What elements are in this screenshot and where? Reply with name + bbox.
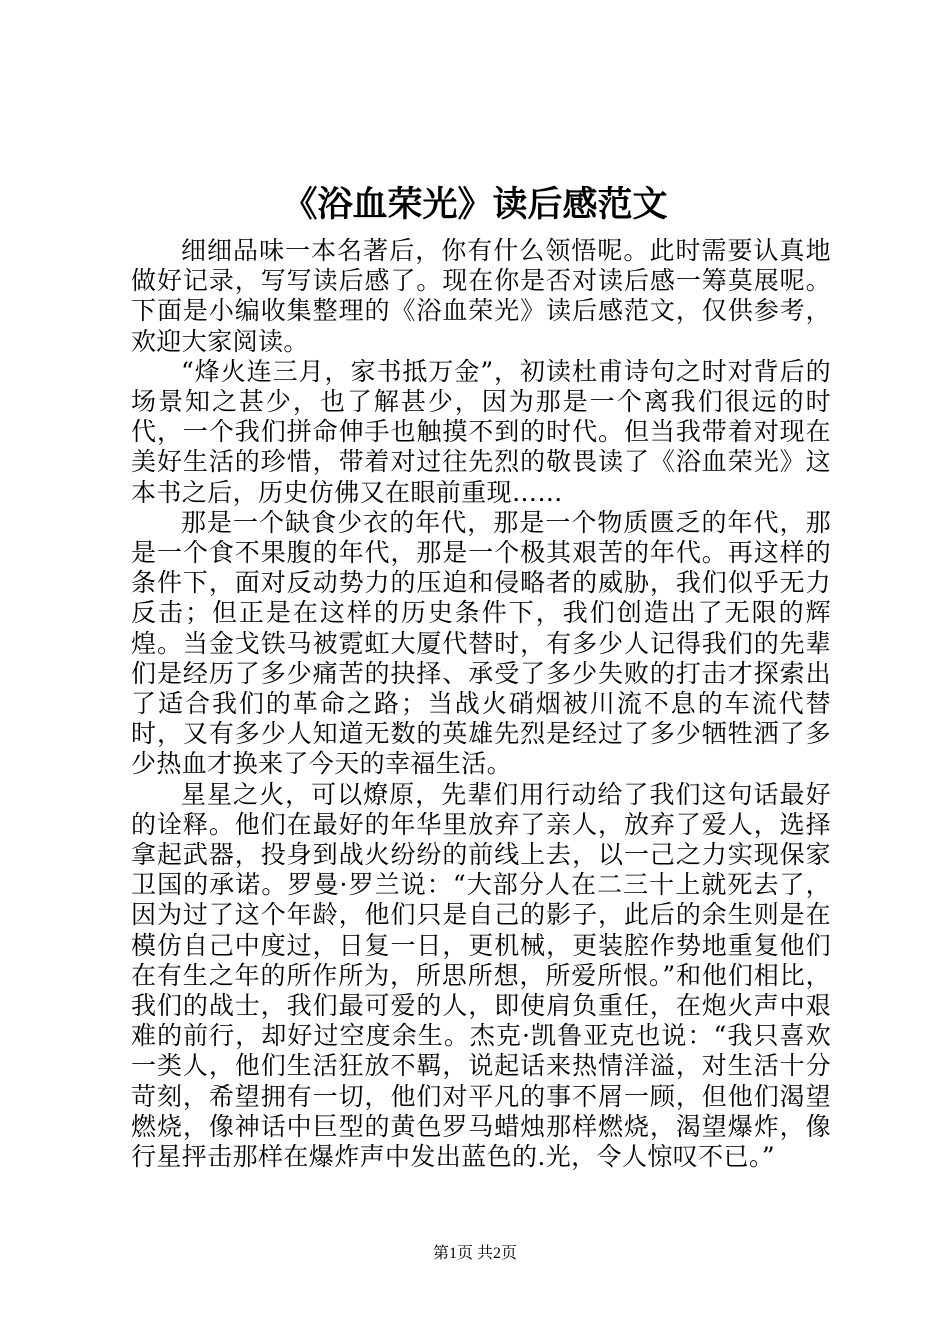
paragraph-hard-era: 那是一个缺食少衣的年代，那是一个物质匮乏的年代，那是一个食不果腹的年代，那是一个极其艰苦的年代。再这样的条件下，面对反动势力的压迫和侵略者的威胁，我们似乎无力反击；但正是在这样的历史条件下，我们创造出了无限的辉煌。当金戈铁马被霓虹大厦代替时，有多少人记得我们的先辈们是经历了多少痛苦的抉择、承受了多少失败的打击才探索出了适合我们的革命之路；当战火硝烟被川流不息的车流代替时，又有多少人知道无数的英雄先烈是经过了多少牺牲洒了多少热血才换来了今天的幸福生活。 xyxy=(131,507,831,779)
document-title: 《浴血荣光》读后感范文 xyxy=(282,184,668,225)
document-body xyxy=(131,236,831,1172)
page-footer: 第1页 共2页 xyxy=(432,1245,517,1262)
paragraph-poem-quote: “烽火连三月，家书抵万金”，初读杜甫诗句之时对背后的场景知之甚少，也了解甚少，因为那是一个离我们很远的时代，一个我们拼命伸手也触摸不到的时代。但当我带着对现在美好生活的珍惜，带着对过往先烈的敬畏读了《浴血荣光》这本书之后，历史仿佛又在眼前重现…… xyxy=(131,356,831,507)
paragraph-spark: 星星之火，可以燎原，先辈们用行动给了我们这句话最好的诠释。他们在最好的年华里放弃了亲人，放弃了爱人，选择拿起武器，投身到战火纷纷的前线上去，以一己之力实现保家卫国的承诺。罗曼·罗兰说：“大部分人在二三十上就死去了，因为过了这个年龄，他们只是自己的影子，此后的余生则是在模仿自己中度过，日复一日，更机械，更装腔作势地重复他们在有生之年的所作所为，所思所想，所爱所恨。”和他们相比，我们的战士，我们最可爱的人，即使肩负重任，在炮火声中艰难的前行，却好过空度余生。杰克·凯鲁亚克也说：“我只喜欢一类人，他们生活狂放不羁，说起话来热情洋溢，对生活十分苛刻，希望拥有一切，他们对平凡的事不屑一顾，但他们渴望燃烧，像神话中巨型的黄色罗马蜡烛那样燃烧，渴望爆炸，像行星抨击那样在爆炸声中发出蓝色的.光，令人惊叹不已。” xyxy=(131,779,831,1172)
paragraph-intro: 细细品味一本名著后，你有什么领悟呢。此时需要认真地做好记录，写写读后感了。现在你是否对读后感一筹莫展呢。下面是小编收集整理的《浴血荣光》读后感范文，仅供参考，欢迎大家阅读。 xyxy=(131,236,831,356)
